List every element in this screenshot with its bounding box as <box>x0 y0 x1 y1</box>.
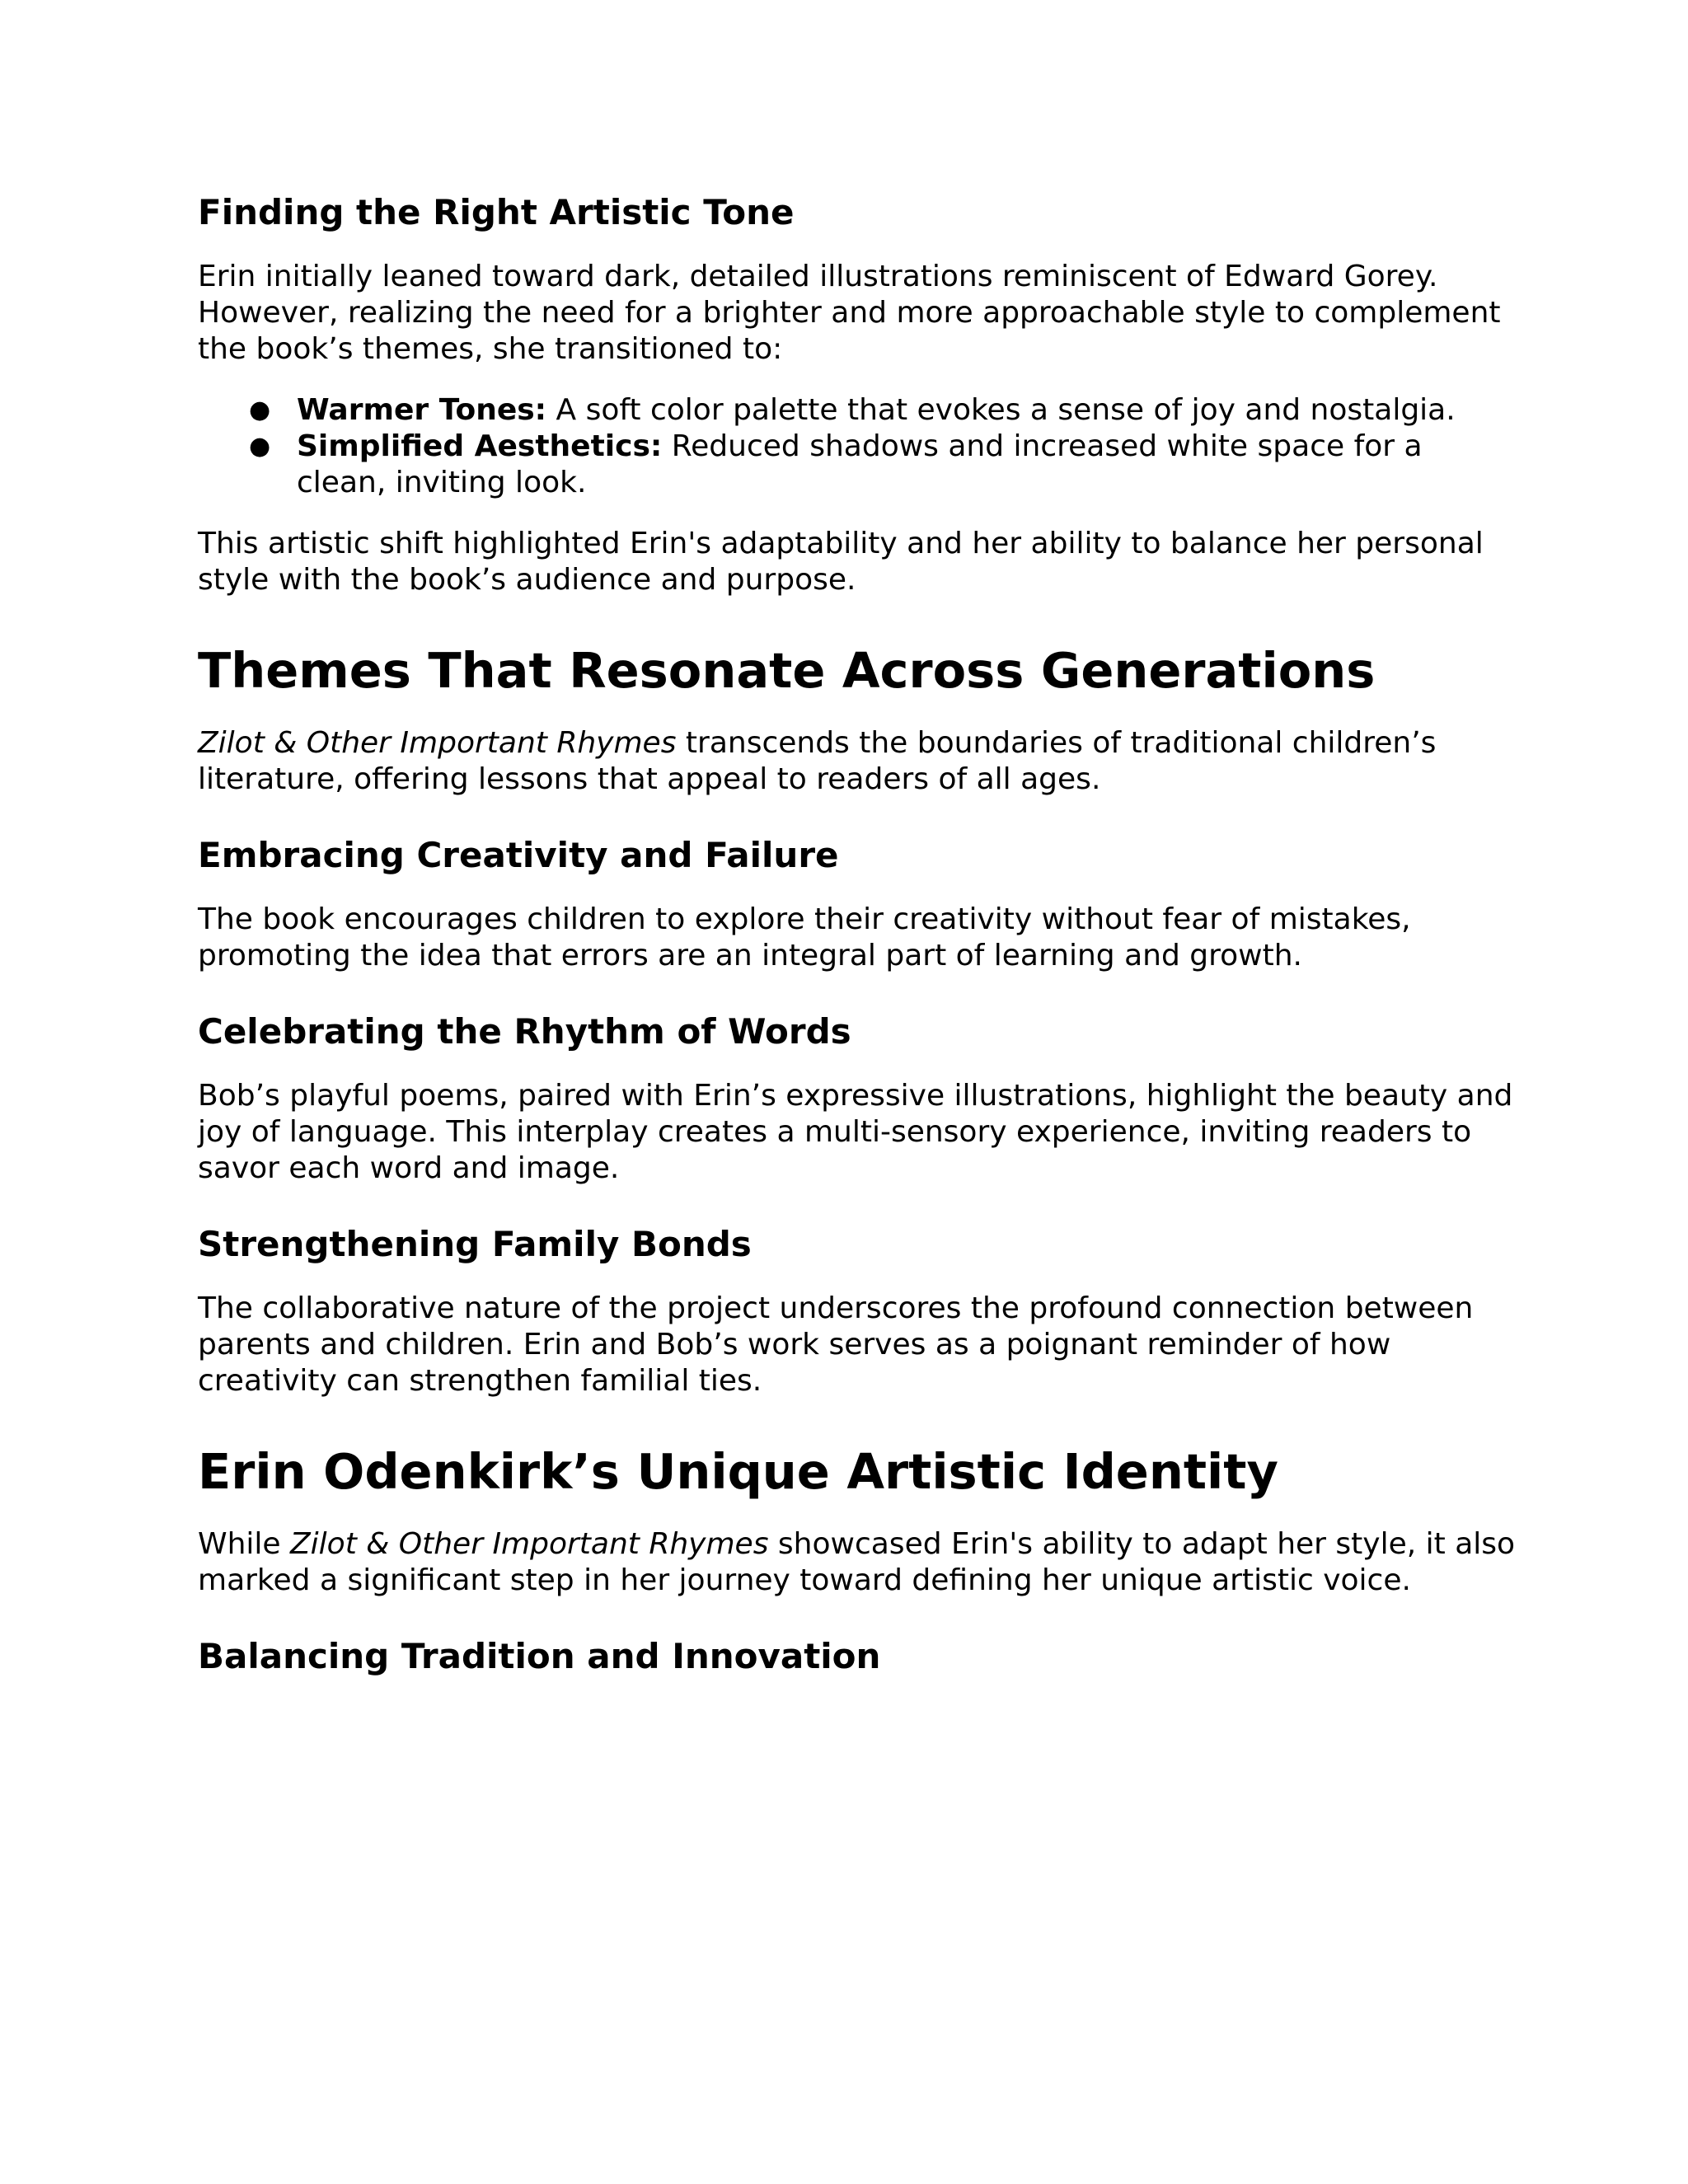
paragraph-text: transcends the boundaries of traditional children’s literature, offering lessons that appeal to readers of all ages. <box>198 726 1437 796</box>
list-item-text: A soft color palette that evokes a sense of joy and nostalgia. <box>546 393 1456 427</box>
paragraph-unique-identity <box>198 1526 1517 1599</box>
bullet-icon: ● <box>249 432 271 461</box>
book-title: Zilot & Other Important Rhymes <box>290 1527 769 1561</box>
heading-family-bonds: Strengthening Family Bonds <box>198 1224 752 1264</box>
paragraph-transcends <box>198 725 1517 798</box>
heading-themes-resonate: Themes That Resonate Across Generations <box>198 642 1376 699</box>
heading-embracing-creativity: Embracing Creativity and Failure <box>198 835 839 875</box>
list-item-text: Reduced shadows and increased white space for a clean, inviting look. <box>297 429 1423 499</box>
heading-unique-artistic-identity: Erin Odenkirk’s Unique Artistic Identity <box>198 1443 1278 1500</box>
paragraph-text: showcased Erin's ability to adapt her style, it also marked a significant step in her journey toward defining her unique artistic voice. <box>198 1527 1516 1597</box>
heading-rhythm-of-words: Celebrating the Rhythm of Words <box>198 1011 851 1052</box>
list-item-simplified-aesthetics <box>198 429 1517 501</box>
list-item-label: Warmer Tones: <box>297 393 547 427</box>
list-item-warmer-tones <box>198 392 1517 429</box>
document-page <box>198 191 1517 1678</box>
book-title: Zilot & Other Important Rhymes <box>198 726 677 760</box>
style-changes-list <box>198 392 1517 501</box>
bullet-icon: ● <box>249 396 271 424</box>
paragraph-initial-style: Erin initially leaned toward dark, detailed illustrations reminiscent of Edward Gorey. However, realizing the need for a brighter and more approachable style to complement the book’s themes, she transitioned to: <box>198 260 1501 366</box>
heading-finding-right-artistic-tone: Finding the Right Artistic Tone <box>198 192 795 232</box>
paragraph-family-bonds: The collaborative nature of the project underscores the profound connection between parents and children. Erin and Bob’s work serves as a poignant reminder of how creativity can strengthen familial ties. <box>198 1291 1474 1398</box>
list-item-label: Simplified Aesthetics: <box>297 429 663 463</box>
paragraph-text: While <box>198 1527 291 1561</box>
paragraph-artistic-shift: This artistic shift highlighted Erin's adaptability and her ability to balance her personal style with the book’s audience and purpose. <box>198 527 1484 597</box>
heading-tradition-innovation: Balancing Tradition and Innovation <box>198 1636 881 1676</box>
paragraph-embracing-creativity: The book encourages children to explore their creativity without fear of mistakes, promoting the idea that errors are an integral part of learning and growth. <box>198 902 1411 972</box>
paragraph-rhythm-of-words: Bob’s playful poems, paired with Erin’s expressive illustrations, highlight the beauty and joy of language. This interplay creates a multi-sensory experience, inviting readers to savor each word and image. <box>198 1079 1513 1185</box>
